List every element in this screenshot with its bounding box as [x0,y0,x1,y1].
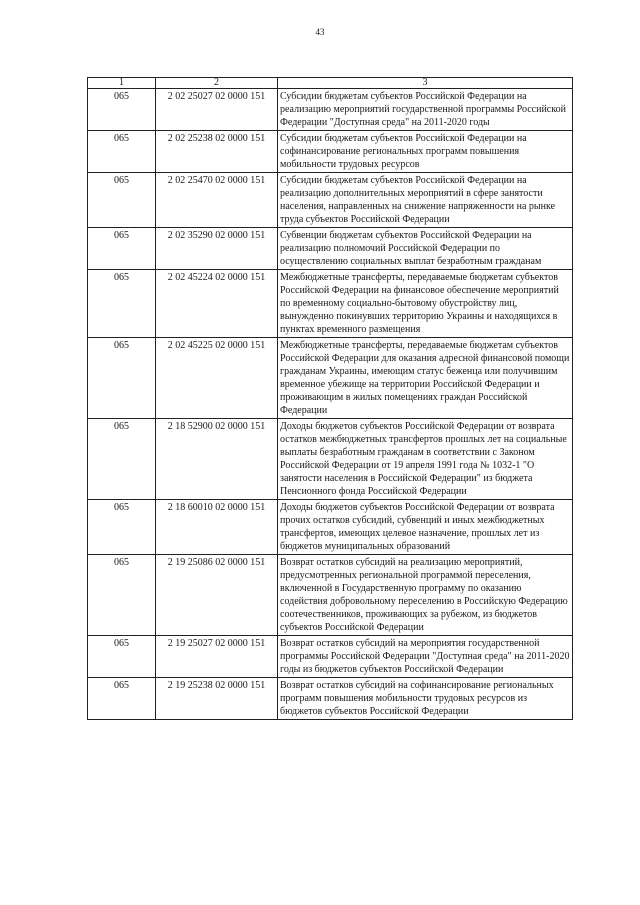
admin-code-cell: 065 [88,636,156,678]
table-row [88,500,573,555]
page-number: 43 [315,27,325,37]
admin-code-cell: 065 [88,228,156,270]
table-row [88,173,573,228]
income-code-cell: 2 02 45225 02 0000 151 [156,338,278,419]
income-code-cell: 2 18 52900 02 0000 151 [156,419,278,500]
admin-code-cell: 065 [88,131,156,173]
table-row [88,555,573,636]
income-code-cell: 2 02 25470 02 0000 151 [156,173,278,228]
description-cell: Возврат остатков субсидий на мероприятия государственной программы Российской Федерации "Доступная среда" на 2011-2020 годы из бюджетов субъектов Российской Федерации [278,636,573,678]
table-row [88,131,573,173]
admin-code-cell: 065 [88,419,156,500]
description-cell: Субсидии бюджетам субъектов Российской Федерации на реализацию дополнительных мероприятий в сфере занятости населения, направленных на снижение напряженности на рынке труда субъектов Российской Федерации [278,173,573,228]
description-cell: Доходы бюджетов субъектов Российской Федерации от возврата остатков межбюджетных трансфертов прошлых лет на социальные выплаты безработным гражданам в соответствии с Законом Российской Федерации от 19 апреля 1991 года № 1032-1 "О занятости населения в Российской Федерации" из бюджета Пенсионного фонда Российской Федерации [278,419,573,500]
description-cell: Возврат остатков субсидий на софинансирование региональных программ повышения мобильности трудовых ресурсов из бюджетов субъектов Российской Федерации [278,678,573,720]
income-code-cell: 2 02 35290 02 0000 151 [156,228,278,270]
table-row [88,678,573,720]
table-row [88,89,573,131]
admin-code-cell: 065 [88,555,156,636]
column-header-2: 2 [156,78,278,89]
column-header-3: 3 [278,78,573,89]
description-cell: Субсидии бюджетам субъектов Российской Федерации на софинансирование региональных программ повышения мобильности трудовых ресурсов [278,131,573,173]
admin-code-cell: 065 [88,500,156,555]
table-row [88,338,573,419]
income-code-cell: 2 19 25027 02 0000 151 [156,636,278,678]
description-cell: Межбюджетные трансферты, передаваемые бюджетам субъектов Российской Федерации на финансовое обеспечение мероприятий по временному социально-бытовому обустройству лиц, вынужденно покинувших территорию Украины и находящихся в пунктах временного размещения [278,270,573,338]
income-code-cell: 2 19 25238 02 0000 151 [156,678,278,720]
budget-classification-table [87,77,573,720]
income-code-cell: 2 02 45224 02 0000 151 [156,270,278,338]
table-header-row [88,78,573,89]
table-row [88,228,573,270]
admin-code-cell: 065 [88,338,156,419]
description-cell: Субсидии бюджетам субъектов Российской Федерации на реализацию мероприятий государственной программы Российской Федерации "Доступная среда" на 2011-2020 годы [278,89,573,131]
table-row [88,636,573,678]
table-row [88,270,573,338]
description-cell: Возврат остатков субсидий на реализацию мероприятий, предусмотренных региональной программой переселения, включенной в Государственную программу по оказанию содействия добровольному переселению в Российскую Федерацию соотечественников, проживающих за рубежом, из бюджетов субъектов Российской Федерации [278,555,573,636]
income-code-cell: 2 19 25086 02 0000 151 [156,555,278,636]
table-row [88,419,573,500]
admin-code-cell: 065 [88,173,156,228]
description-cell: Субвенции бюджетам субъектов Российской Федерации на реализацию полномочий Российской Федерации по осуществлению социальных выплат безработным гражданам [278,228,573,270]
description-cell: Межбюджетные трансферты, передаваемые бюджетам субъектов Российской Федерации для оказания адресной финансовой помощи гражданам Украины, имеющим статус беженца или получившим временное убежище на территории Российской Федерации и проживающим в жилых помещениях граждан Российской Федерации [278,338,573,419]
column-header-1: 1 [88,78,156,89]
admin-code-cell: 065 [88,89,156,131]
income-code-cell: 2 02 25027 02 0000 151 [156,89,278,131]
income-code-cell: 2 18 60010 02 0000 151 [156,500,278,555]
admin-code-cell: 065 [88,270,156,338]
income-code-cell: 2 02 25238 02 0000 151 [156,131,278,173]
description-cell: Доходы бюджетов субъектов Российской Федерации от возврата прочих остатков субсидий, субвенций и иных межбюджетных трансфертов, имеющих целевое назначение, прошлых лет из бюджетов муниципальных образований [278,500,573,555]
admin-code-cell: 065 [88,678,156,720]
